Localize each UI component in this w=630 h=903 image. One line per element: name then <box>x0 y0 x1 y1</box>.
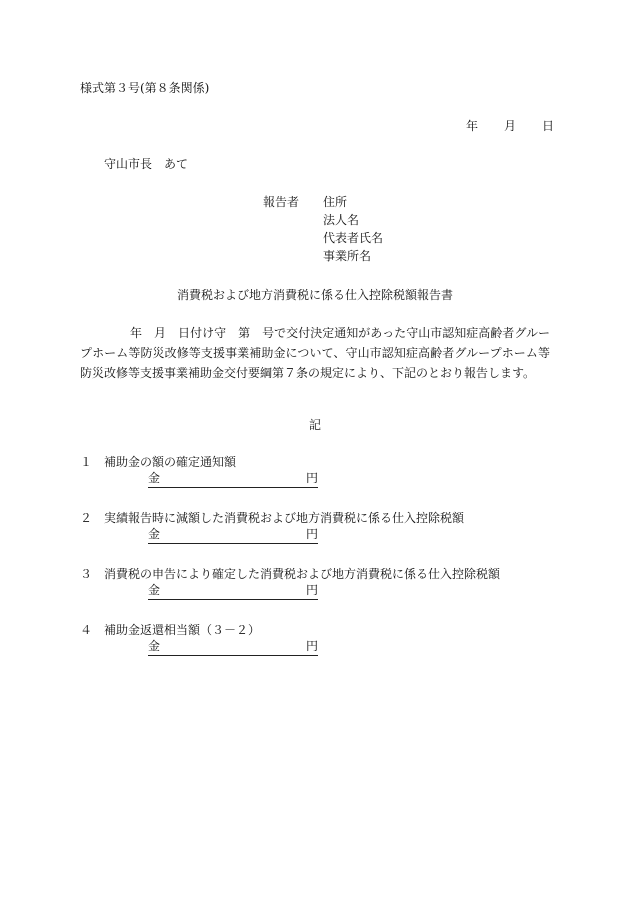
body-paragraph: 年 月 日付け守 第 号で交付決定通知があった守山市認知症高齢者グループホーム等防災改修等支援事業補助金について、守山市認知症高齢者グループホーム等防災改修等支援事業補助金交付要綱第７条の規定により、下記のとおり報告します。 <box>80 326 550 380</box>
item-number: ３ <box>80 567 93 581</box>
report-date <box>466 117 556 135</box>
form-number: 様式第３号(第８条関係) <box>80 81 210 95</box>
amount-field[interactable] <box>148 527 318 544</box>
item-text: 補助金の額の確定通知額 <box>104 455 237 469</box>
amount-suffix: 円 <box>305 639 318 653</box>
document-title: 消費税および地方消費税に係る仕入控除税額報告書 <box>176 288 453 302</box>
reporter-office: 事業所名 <box>323 249 372 263</box>
amount-suffix: 円 <box>305 527 318 541</box>
amount-prefix: 金 <box>148 583 161 597</box>
item-number: ２ <box>80 511 93 525</box>
amount-prefix: 金 <box>148 639 161 653</box>
amount-prefix: 金 <box>148 527 161 541</box>
amount-field[interactable] <box>148 471 318 488</box>
item-number: １ <box>80 455 93 469</box>
amount-field[interactable] <box>148 583 318 600</box>
item-text: 消費税の申告により確定した消費税および地方消費税に係る仕入控除税額 <box>104 567 501 581</box>
amount-suffix: 円 <box>305 583 318 597</box>
item-text: 実績報告時に減額した消費税および地方消費税に係る仕入控除税額 <box>104 511 465 525</box>
date-day: 日 <box>542 119 555 133</box>
date-month: 月 <box>504 119 517 133</box>
date-year: 年 <box>466 119 479 133</box>
reporter-address: 住所 <box>323 195 348 209</box>
amount-suffix: 円 <box>305 471 318 485</box>
reporter-representative: 代表者氏名 <box>323 231 384 245</box>
reporter-label: 報告者 <box>263 195 300 209</box>
addressee: 守山市長 あて <box>104 157 189 171</box>
ki-heading: 記 <box>308 418 321 432</box>
item-number: ４ <box>80 623 93 637</box>
amount-field[interactable] <box>148 639 318 656</box>
item-text: 補助金返還相当額（３－２） <box>104 623 261 637</box>
reporter-corporation: 法人名 <box>323 213 360 227</box>
amount-prefix: 金 <box>148 471 161 485</box>
